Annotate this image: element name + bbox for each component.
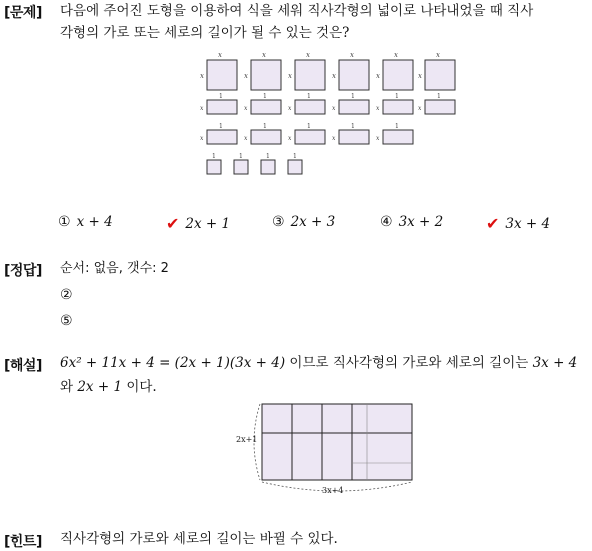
x-tile: [383, 100, 413, 114]
x-squared-tile: [251, 60, 281, 90]
svg-text:x: x: [288, 72, 292, 80]
explanation-text: 이다.: [122, 379, 157, 395]
x-squared-tile: [339, 60, 369, 90]
x-squared-tile: [295, 60, 325, 90]
svg-text:x: x: [332, 135, 336, 142]
x-squared-tile: [207, 60, 237, 90]
svg-text:1: 1: [351, 93, 355, 100]
unit-tile: [234, 160, 248, 174]
factorization-equation: 6x² + 11x + 4 = (2x + 1)(3x + 4): [60, 355, 286, 371]
svg-text:x: x: [262, 51, 266, 59]
svg-text:x: x: [418, 105, 422, 112]
svg-text:x: x: [200, 72, 204, 80]
explanation-text: 이므로 직사각형의 가로와 세로의 길이는: [285, 355, 533, 371]
choice-expression: 2x + 3: [290, 214, 336, 230]
x-tile: [295, 100, 325, 114]
answer-item-2: ⑤: [60, 313, 73, 329]
svg-text:x: x: [350, 51, 354, 59]
svg-text:1: 1: [307, 123, 311, 130]
algebra-tiles-figure: [198, 48, 460, 178]
svg-text:x: x: [244, 72, 248, 80]
svg-text:x: x: [200, 135, 204, 142]
hint-tag: [힌트]: [4, 534, 42, 550]
svg-text:1: 1: [266, 153, 270, 160]
checkmark-icon: ✔: [486, 214, 500, 233]
svg-text:x: x: [306, 51, 310, 59]
svg-text:x: x: [436, 51, 440, 59]
checkmark-icon: ✔: [166, 214, 180, 233]
choice-expression: 3x + 4: [505, 215, 551, 232]
hint-text: 직사각형의 가로와 세로의 길이는 바뀔 수 있다.: [60, 531, 338, 547]
choice-expression: x + 4: [76, 214, 113, 230]
choice-number: ①: [58, 214, 71, 230]
width-expression: 3x + 4: [532, 355, 578, 371]
bottom-dimension-label: 3x+4: [322, 486, 344, 495]
choice-expression: 3x + 2: [398, 214, 444, 230]
x-tile: [295, 130, 325, 144]
x-tile: [339, 130, 369, 144]
problem-line-1: 다음에 주어진 도형을 이용하여 식을 세워 직사각형의 넓이로 나타내었을 때 직사: [60, 3, 534, 19]
svg-text:1: 1: [212, 153, 216, 160]
explanation-tag: [해설]: [4, 358, 42, 374]
answer-summary: 순서: 없음, 갯수: 2: [60, 261, 169, 276]
problem-tag: [문제]: [4, 5, 42, 21]
rectangle-area: [262, 404, 412, 480]
choice-1[interactable]: [58, 214, 113, 230]
svg-text:x: x: [288, 135, 292, 142]
svg-text:x: x: [200, 105, 204, 112]
svg-text:1: 1: [263, 123, 267, 130]
svg-text:x: x: [332, 105, 336, 112]
choice-number: ④: [380, 214, 393, 230]
unit-tile: [207, 160, 221, 174]
left-dimension-label: 2x+1: [236, 435, 258, 444]
problem-line-2: 각형의 가로 또는 세로의 길이가 될 수 있는 것은?: [60, 25, 350, 41]
explanation-line-2: [60, 376, 157, 398]
svg-text:x: x: [218, 51, 222, 59]
svg-text:x: x: [332, 72, 336, 80]
x-tile: [339, 100, 369, 114]
svg-text:x: x: [244, 135, 248, 142]
svg-text:1: 1: [219, 123, 223, 130]
unit-tile: [288, 160, 302, 174]
x-tile: [207, 100, 237, 114]
svg-text:1: 1: [263, 93, 267, 100]
svg-text:1: 1: [239, 153, 243, 160]
x-tile: [425, 100, 455, 114]
svg-text:1: 1: [293, 153, 297, 160]
x-squared-tile: [425, 60, 455, 90]
svg-text:1: 1: [219, 93, 223, 100]
rectangle-figure: [234, 400, 420, 500]
svg-text:x: x: [376, 135, 380, 142]
choice-4[interactable]: [380, 214, 443, 230]
svg-text:x: x: [418, 72, 422, 80]
svg-text:1: 1: [395, 93, 399, 100]
choice-2[interactable]: [166, 214, 230, 233]
svg-text:x: x: [376, 72, 380, 80]
choice-expression: 2x + 1: [185, 215, 231, 232]
choice-5[interactable]: [486, 214, 550, 233]
x-tile: [251, 130, 281, 144]
x-tile: [383, 130, 413, 144]
answer-tag: [정답]: [4, 263, 42, 279]
svg-text:1: 1: [437, 93, 441, 100]
choice-3[interactable]: [272, 214, 335, 230]
height-expression: 2x + 1: [77, 379, 123, 395]
x-squared-tile: [383, 60, 413, 90]
answer-item-1: ②: [60, 287, 73, 303]
svg-text:1: 1: [307, 93, 311, 100]
svg-text:x: x: [394, 51, 398, 59]
unit-tile: [261, 160, 275, 174]
x-tile: [207, 130, 237, 144]
x-tile: [251, 100, 281, 114]
svg-text:x: x: [376, 105, 380, 112]
svg-text:x: x: [288, 105, 292, 112]
explanation-line-1: [60, 352, 577, 374]
svg-text:x: x: [244, 105, 248, 112]
svg-text:1: 1: [351, 123, 355, 130]
explanation-text: 와: [60, 379, 78, 395]
choice-number: ③: [272, 214, 285, 230]
svg-text:1: 1: [395, 123, 399, 130]
